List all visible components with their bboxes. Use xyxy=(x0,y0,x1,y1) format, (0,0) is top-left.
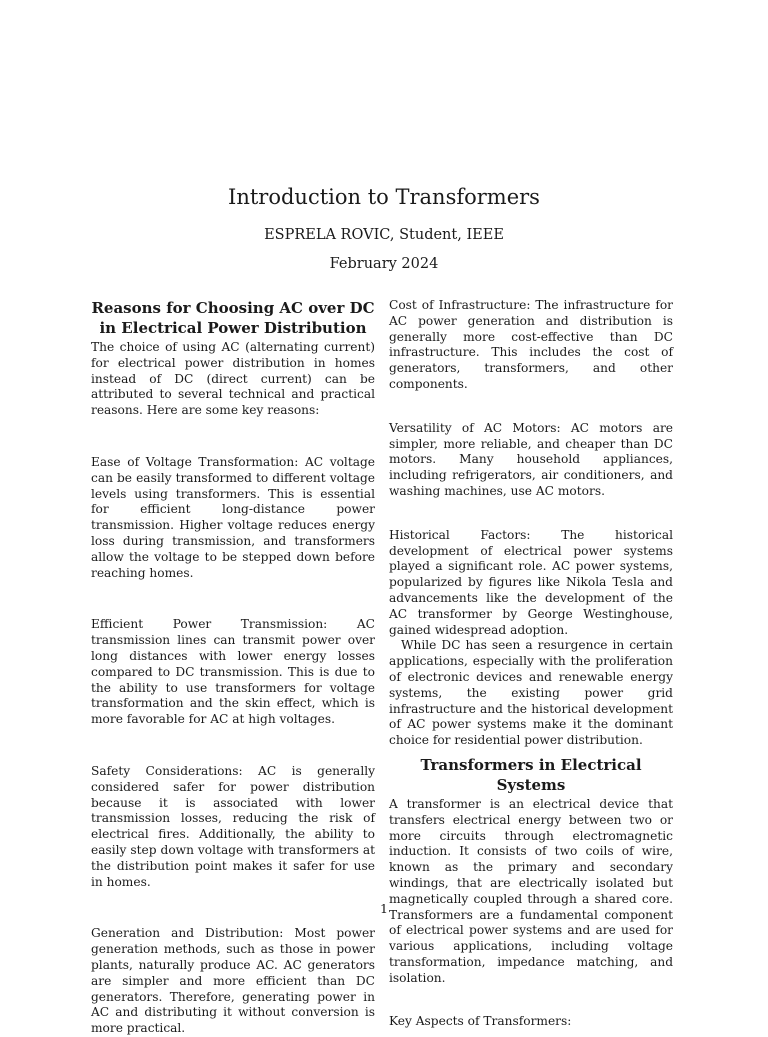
paragraph-dc-resurgence: While DC has seen a resurgence in certain applications, especially with the proliferation of electronic devices and renewable energy systems, the existing power grid infrastructure and the historical development of AC power systems make it the dominant choice for residential power distribution. xyxy=(389,638,673,748)
paragraph-transformer-definition: A transformer is an electrical device that transfers electrical energy between two or more circuits through electromagnetic induction. It consists of two coils of wire, known as the primary and secondary windings, that are electrically isolated but magnetically coupled through a shared core. Transformers are a fundamental component of electrical power systems and are used for various applications, including voltage transformation, impedance matching, and isolation. xyxy=(389,796,673,985)
right-column xyxy=(389,298,673,1030)
paragraph-gap xyxy=(389,500,673,528)
paragraph-key-aspects: Key Aspects of Transformers: xyxy=(389,1014,572,1029)
paragraph-gap xyxy=(91,419,375,455)
section-heading-ac-vs-dc: Reasons for Choosing AC over DC in Electrical Power Distribution xyxy=(91,299,375,337)
paragraph-ac-motors: Versatility of AC Motors: AC motors are simpler, more reliable, and cheaper than DC motors. Many household appliances, including refrigerators, air conditioners, and washing machines, use AC motors. xyxy=(389,420,673,498)
paragraph-historical-factors: Historical Factors: The historical development of electrical power systems played a significant role. AC power systems, popularized by figures like Nikola Tesla and advancements like the development of the AC transformer by George Westinghouse, gained widespread adoption. xyxy=(389,527,673,637)
section-heading-transformers: Transformers in Electrical Systems xyxy=(420,755,642,794)
author-line: ESPRELA ROVIC, Student, IEEE xyxy=(264,227,504,243)
paper-title: Introduction to Transformers xyxy=(228,185,540,209)
left-column xyxy=(91,298,375,1037)
paragraph-gap xyxy=(389,393,673,421)
paragraph-power-transmission: Efficient Power Transmission: AC transmission lines can transmit power over long distances with lower energy losses compared to DC transmission. This is due to the ability to use transformers for voltage transformation and the skin effect, which is more favorable for AC at high voltages. xyxy=(91,617,375,727)
page-number: 1 xyxy=(380,901,388,916)
paragraph-gap xyxy=(91,728,375,764)
intro-paragraph: The choice of using AC (alternating current) for electrical power distribution in homes instead of DC (direct current) can be attributed to several technical and practical reasons. Here are some key reasons: xyxy=(91,340,375,418)
paragraph-voltage-transformation: Ease of Voltage Transformation: AC voltage can be easily transformed to different voltage levels using transformers. This is essential for efficient long-distance power transmission. Higher voltage reduces energy loss during transmission, and transformers allow the voltage to be stepped down before reaching homes. xyxy=(91,454,375,580)
paragraph-gap xyxy=(389,986,673,1014)
publication-date: February 2024 xyxy=(329,256,439,272)
paragraph-infrastructure-cost: Cost of Infrastructure: The infrastructure for AC power generation and distribution is generally more cost-effective than DC infrastructure. This includes the cost of generators, transformers, and other components. xyxy=(389,298,673,391)
paragraph-generation-distribution: Generation and Distribution: Most power generation methods, such as those in power plants, naturally produce AC. AC generators are simpler and more efficient than DC generators. Therefore, generating power in AC and distributing it without conversion is more practical. xyxy=(91,926,375,1036)
paragraph-safety: Safety Considerations: AC is generally considered safer for power distribution because it is associated with lower transmission losses, reducing the risk of electrical fires. Additionally, the ability to easily step down voltage with transformers at the distribution point makes it safer for use in homes. xyxy=(91,763,375,889)
paragraph-gap xyxy=(91,581,375,617)
